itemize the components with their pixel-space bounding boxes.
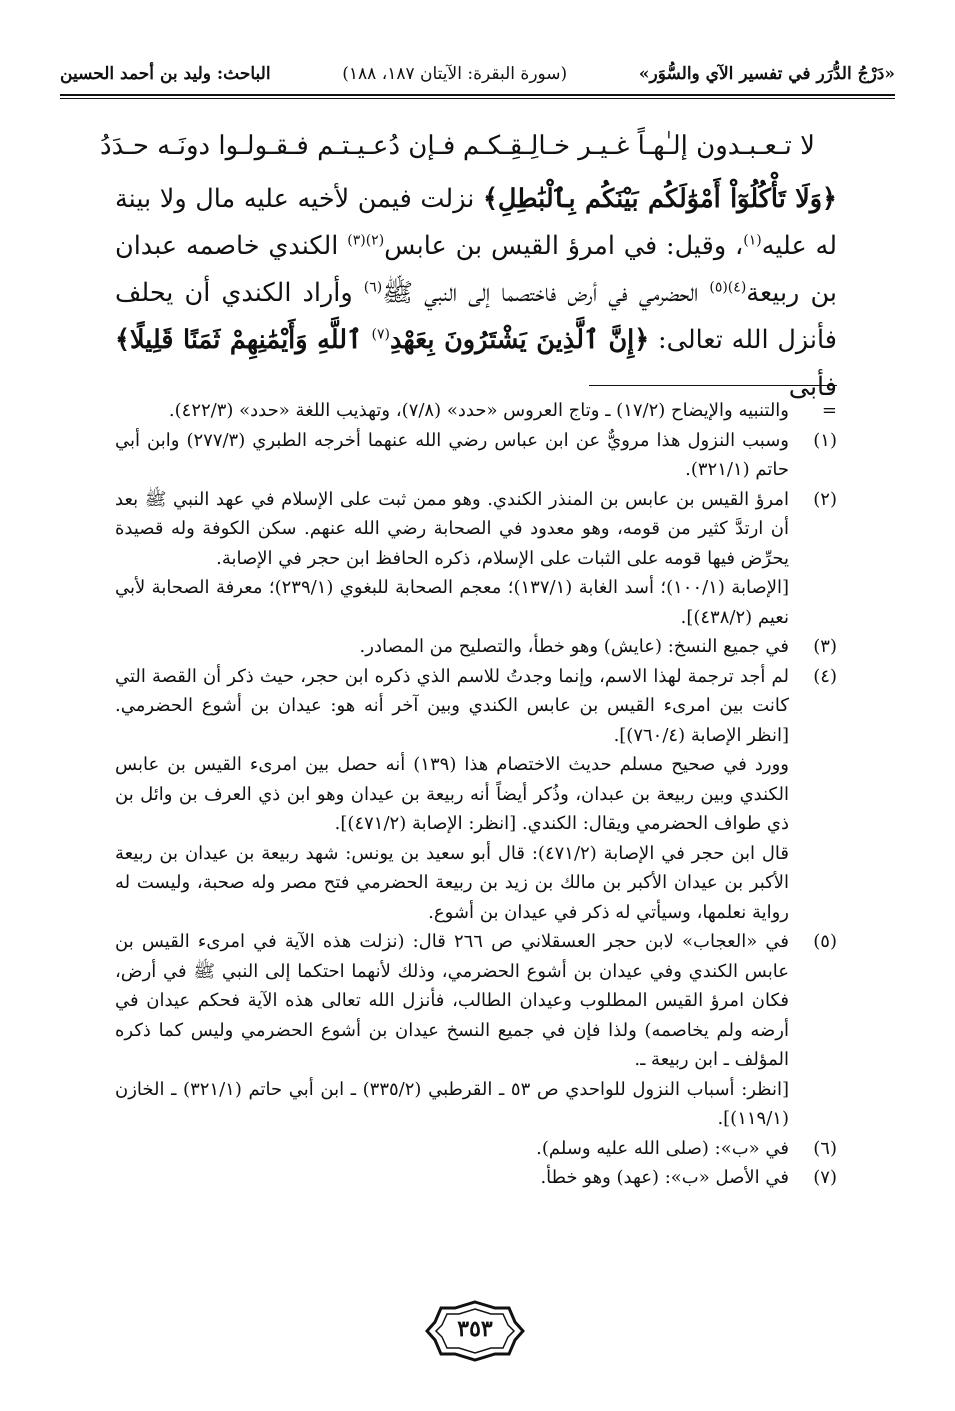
- footnote-ref[interactable]: (٤)(٥): [709, 279, 747, 296]
- footnote-text: لم أجد ترجمة لهذا الاسم، وإنما وجدتُ للاسم الذي ذكره ابن حجر، حيث ذكر أن القصة التي كانت بين امرىء القيس بن عابس الكندي وبين آخر أنه هو: عيدان بن أشوع الحضرمي. [انظر الإصابة (٧٦٠/٤)].: [115, 665, 789, 746]
- quran-quote: ﴿إِنَّ ٱلَّذِينَ يَشْتَرُونَ بِعَهْدِ: [389, 325, 650, 355]
- main-paragraph: [115, 176, 837, 411]
- footnote-5-sources: [انظر: أسباب النزول للواحدي ص ٥٣ ـ القرطبي (٣٣٥/٢) ـ ابن أبي حاتم (٣٢١/١) ـ الخازن (١١٩/١)].: [115, 1078, 789, 1129]
- text-run: الحضرمي في أرض فاختصما إلى النبي ﷺ: [382, 278, 710, 308]
- footnote-number: (١): [813, 429, 837, 451]
- footnote-3: [115, 632, 837, 662]
- quran-quote: ٱللَّهِ وَأَيْمَٰنِهِمْ ثَمَنًا قَلِيلًا﴾: [115, 325, 372, 355]
- header-book-title: «دَرْجُ الدُّرَر في تفسير الآي والسُّوَر»: [638, 64, 895, 84]
- footnote-text: امرؤ القيس بن عابس بن المنذر الكندي. وهو ممن ثبت على الإسلام في عهد النبي ﷺ بعد أن ارتدَّ كثير من قومه، وهو معدود في الصحابة رضي الله عنهم. سكن الكوفة وله قصيدة يحرِّض فيها قومه على الثبات على الإسلام، ذكره الحافظ ابن حجر في الإصابة.: [115, 488, 789, 569]
- footnote-4: [115, 662, 837, 751]
- footnotes: [115, 396, 837, 1193]
- footnote-1: [115, 426, 837, 485]
- footnote-number: (٧): [813, 1167, 837, 1188]
- footnote-number: (٣): [813, 636, 837, 657]
- text-run: نزلت فيمن لأخيه عليه مال ولا بينة له عليه: [115, 184, 837, 261]
- footnote-number: (٥): [813, 931, 837, 952]
- text-run: الكندي خاصمه عبدان بن ربيعة: [115, 231, 837, 308]
- footnote-2-sources: [الإصابة (١٠٠/١)؛ أسد الغابة (١٣٧/١)؛ معجم الصحابة للبغوي (٢٣٩/١)؛ معرفة الصحابة لأبي نعيم (٤٣٨/٢)].: [115, 577, 790, 628]
- text-run: ، وقيل: في امرؤ القيس بن عابس: [384, 231, 744, 261]
- footnote-ref[interactable]: (٦): [363, 279, 383, 296]
- footnote-5: [115, 927, 837, 1075]
- header-surah: (سورة البقرة: الآيتان ١٨٧، ١٨٨): [342, 64, 568, 84]
- footnote-7: [115, 1163, 837, 1193]
- footnote-number: (٤): [813, 665, 837, 687]
- quran-quote: ﴿وَلَا تَأْكُلُوٓاْ أَمْوَٰلَكُم بَيْنَكُم بِٱلْبَٰطِلِ﴾: [482, 184, 837, 214]
- text-run: فأبى: [788, 372, 837, 402]
- footnote-4-para-3: قال ابن حجر في الإصابة (٤٧١/٢): قال أبو سعيد بن يونس: شهد ربيعة بن عيدان بن ربيعة الأكبر بن عيدان الأكبر بن مالك بن زيد بن ربيعة الحضرمي فتح مصر وله صحبة، وليست له رواية نعلمها، وسيأتي له ذكر في عيدان بن أشوع.: [115, 842, 790, 923]
- header-rule-thin: [60, 98, 895, 99]
- footnote-2: [115, 485, 837, 574]
- footnote-continuation: [115, 396, 837, 426]
- footnote-text: وسبب النزول هذا مرويٌّ عن ابن عباس رضي الله عنهما أخرجه الطبري (٢٧٧/٣) وابن أبي حاتم (٣٢١/١).: [115, 429, 789, 480]
- main-text: [115, 176, 837, 411]
- footnote-4-para-2: وورد في صحيح مسلم حديث الاختصام هذا (١٣٩) أنه حصل بين امرىء القيس بن عابس الكندي وبين ربيعة بن عبدان، وذُكر أيضاً أنه ربيعة بن عيدان وهو ابن ذي العرف بن وائل بن ذي طواف الحضرمي ويقال: الكندي. [انظر: الإصابة (٤٧١/٢)].: [115, 754, 789, 834]
- text-run: وأراد الكندي أن يحلف فأنزل الله تعالى:: [115, 278, 837, 355]
- footnote-number: (٢): [813, 488, 837, 510]
- running-header: [60, 58, 895, 90]
- footnote-ref[interactable]: (٢)(٣): [347, 232, 385, 249]
- footnote-number: =: [821, 400, 837, 421]
- header-researcher: الباحث: وليد بن أحمد الحسين: [60, 64, 271, 84]
- footnote-6: [115, 1134, 837, 1164]
- footnote-ref[interactable]: (١): [743, 232, 762, 249]
- footnote-text: في «العجاب» لابن حجر العسقلاني ص ٢٦٦ قال: (نزلت هذه الآية في امرىء القيس بن عابس الكندي وفي عيدان بن أشوع الحضرمي، وذلك لأنهما احتكما إلى النبي ﷺ في أرض، فكان امرؤ القيس المطلوب وعيدان الطالب، فأنزل الله تعالى هذه الآية فحكم عيدان في أرضه ولم يخاصمه) ولذا فإن في جميع النسخ عيدان بن أشوع الحضرمي وليس كما ذكره المؤلف ـ ابن ربيعة ـ.: [115, 931, 790, 1070]
- footnote-number: (٦): [813, 1137, 837, 1159]
- header-rule: [60, 94, 895, 96]
- footnote-text: في الأصل «ب»: (عهد) وهو خطأ.: [540, 1167, 789, 1188]
- footnote-text: والتنبيه والإيضاح (١٧/٢) ـ وتاج العروس «حدد» (٧/٨)، وتهذيب اللغة «حدد» (٤٢٢/٣).: [168, 400, 789, 421]
- verse-hemistich-second: فـإن دُعـيـتـم فـقـولـوا دونَـه حـدَدُ: [100, 131, 456, 161]
- page-number-ornament: [425, 1300, 525, 1362]
- verse-hemistich-first: لا تـعـبـدون إلـٰهـاً غـيـر خـالِـقِـكـم: [462, 131, 815, 161]
- page-number: ٣٥٣: [457, 1316, 493, 1342]
- footnote-text: في جميع النسخ: (عايش) وهو خطأ، والتصليح من المصادر.: [359, 636, 789, 657]
- footnote-ref[interactable]: (٧): [371, 326, 390, 343]
- footnote-separator: [589, 385, 837, 386]
- poem-verse: [100, 124, 815, 168]
- footnote-text: في «ب»: (صلى الله عليه وسلم).: [536, 1137, 789, 1159]
